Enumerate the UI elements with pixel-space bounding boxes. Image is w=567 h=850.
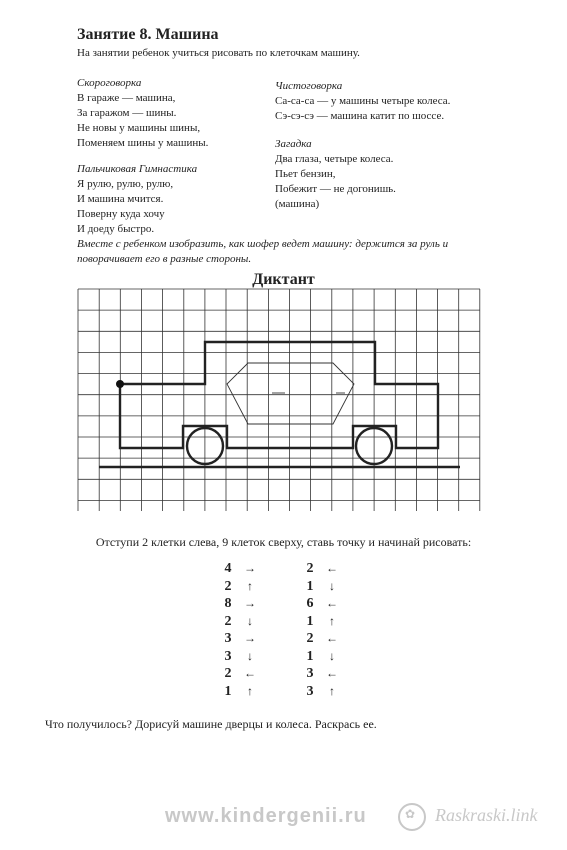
step-count: 4	[224, 561, 232, 576]
step-count: 1	[306, 613, 314, 629]
step-count: 1	[306, 648, 314, 664]
arrow-down-icon: ↓	[329, 648, 335, 663]
riddle-line: Два глаза, четыре колеса.	[275, 153, 394, 165]
flower-logo-icon: ✿	[398, 803, 426, 831]
arrow-up-icon: ↑	[329, 613, 335, 628]
dictation-step	[221, 596, 281, 614]
arrow-up-icon: ↑	[247, 683, 253, 698]
dictation-step	[303, 684, 363, 702]
dictation-step	[303, 596, 363, 614]
grid-lines	[78, 289, 480, 511]
car-drawing	[99, 342, 460, 467]
dictation-step	[221, 631, 281, 649]
dictation-step	[303, 614, 363, 632]
arrow-left-icon: ←	[244, 666, 256, 680]
dictation-step	[221, 684, 281, 702]
step-count: 2	[224, 666, 232, 681]
pure-speech-line: Сэ-сэ-сэ — машина катит по шоссе.	[275, 110, 445, 122]
arrow-down-icon: ↓	[329, 578, 335, 593]
dictation-title: Диктант	[252, 271, 315, 288]
dictation-step	[303, 579, 363, 597]
arrow-left-icon: ←	[326, 666, 338, 680]
riddle-line: Пьет бензин,	[275, 168, 336, 180]
step-count: 3	[306, 683, 314, 699]
dictation-step	[303, 649, 363, 667]
step-count: 3	[224, 631, 232, 646]
activity-note: Вместе с ребенком изобразить, как шофер ведет машину: держится за руль и поворачивает его в разные стороны.	[77, 238, 449, 265]
arrow-left-icon: ←	[326, 631, 338, 645]
dictation-step	[303, 561, 363, 579]
step-count: 1	[306, 578, 314, 594]
tongue-twister-line: Не новы у машины шины,	[77, 122, 201, 134]
finger-gym-line: И доеду быстро.	[77, 223, 155, 235]
riddle-line: (машина)	[275, 198, 320, 210]
arrow-down-icon: ↓	[247, 613, 253, 628]
step-count: 8	[224, 596, 232, 611]
step-count: 3	[224, 648, 232, 664]
lesson-subtitle: На занятии ребенок учиться рисовать по клеточкам машину.	[77, 47, 360, 59]
dictation-step	[303, 631, 363, 649]
step-count: 2	[224, 613, 232, 629]
start-point-dot	[116, 380, 124, 388]
step-count: 6	[306, 596, 314, 611]
dictation-step	[221, 666, 281, 684]
lesson-title: Занятие 8. Машина	[77, 26, 219, 43]
dictation-step	[303, 666, 363, 684]
dictation-step	[221, 614, 281, 632]
finger-gym-line: И машина мчится.	[77, 193, 164, 205]
watermark-left: www.kindergenii.ru	[165, 805, 367, 827]
dictation-instruction: Отступи 2 клетки слева, 9 клеток сверху, ставь точку и начинай рисовать:	[95, 535, 472, 549]
dictation-step	[221, 649, 281, 667]
step-count: 1	[224, 683, 232, 699]
tongue-twister-line: За гаражом — шины.	[77, 107, 177, 119]
step-count: 2	[306, 561, 314, 576]
step-count: 2	[306, 631, 314, 646]
finger-gym-heading: Пальчиковая Гимнастика	[77, 163, 198, 175]
closing-question: Что получилось? Дорисуй машине дверцы и колеса. Раскрась ее.	[45, 717, 377, 731]
arrow-right-icon: →	[244, 631, 256, 645]
step-count: 2	[224, 578, 232, 594]
pure-speech-line: Са-са-са — у машины четыре колеса.	[275, 95, 451, 107]
finger-gym-line: Поверну куда хочу	[77, 208, 165, 220]
finger-gym-line: Я рулю, рулю, рулю,	[77, 178, 174, 190]
pure-speech-heading: Чистоговорка	[275, 80, 343, 92]
step-count: 3	[306, 666, 314, 681]
riddle-heading: Загадка	[275, 138, 312, 150]
arrow-left-icon: ←	[326, 561, 338, 575]
watermark-right: Raskraski.link	[435, 805, 538, 825]
dictation-step	[221, 579, 281, 597]
arrow-up-icon: ↑	[247, 578, 253, 593]
car-window-shape	[227, 363, 354, 424]
arrow-down-icon: ↓	[247, 648, 253, 663]
window-sketch	[227, 363, 354, 424]
riddle-line: Побежит — не догонишь.	[275, 183, 396, 195]
tongue-twister-line: Поменяем шины у машины.	[77, 137, 209, 149]
tongue-twister-line: В гараже — машина,	[77, 92, 176, 104]
dictation-step	[221, 561, 281, 579]
tongue-twister-heading: Скороговорка	[77, 77, 142, 89]
arrow-right-icon: →	[244, 596, 256, 610]
arrow-up-icon: ↑	[329, 683, 335, 698]
arrow-right-icon: →	[244, 561, 256, 575]
arrow-left-icon: ←	[326, 596, 338, 610]
